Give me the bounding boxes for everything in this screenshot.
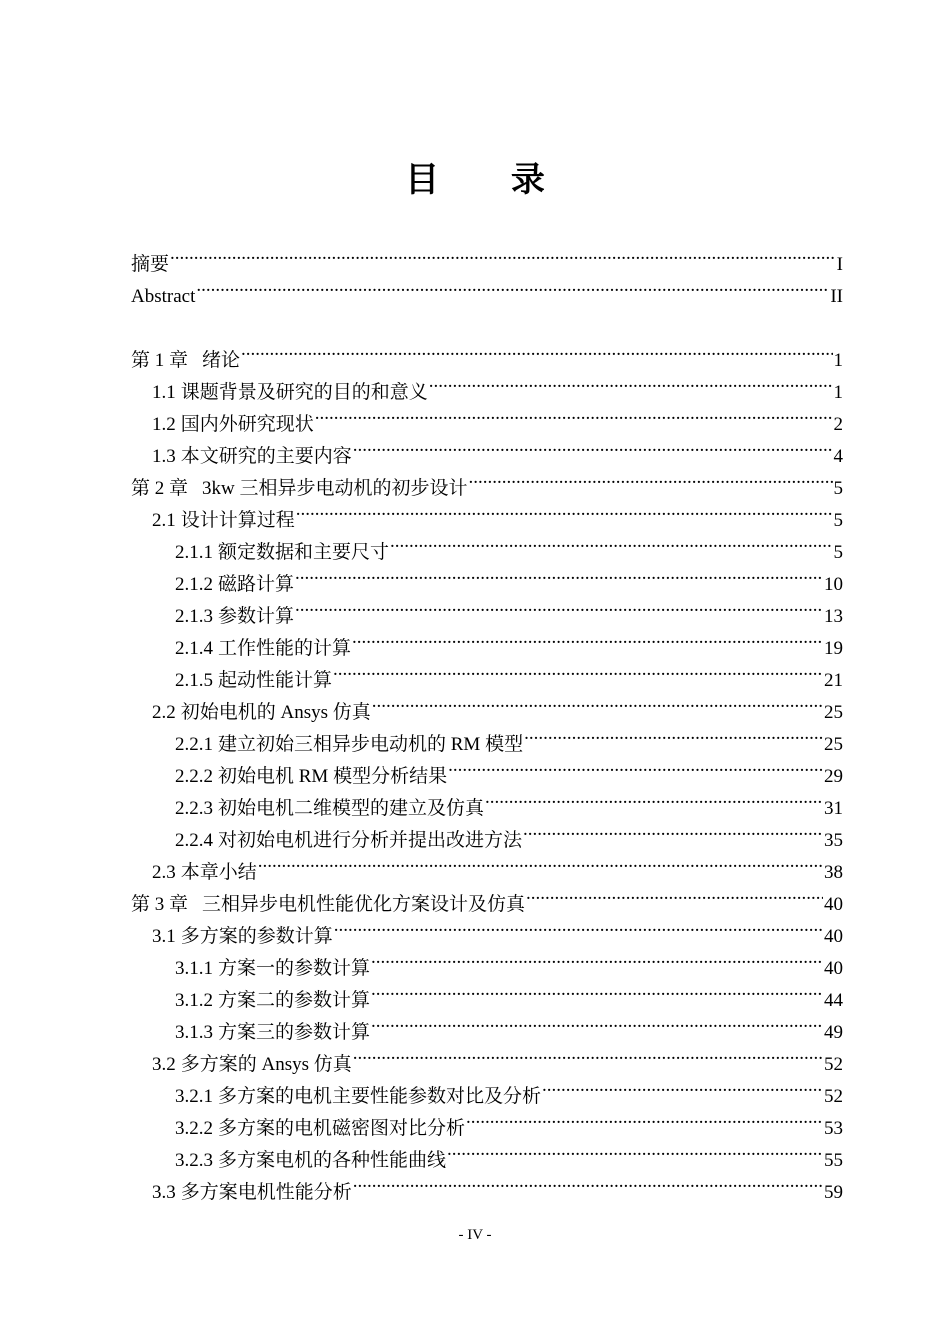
toc-entry-title: 设计计算过程 — [180, 510, 295, 531]
toc-entry-page: 25 — [824, 734, 843, 755]
toc-leader-dots — [447, 1134, 823, 1166]
toc-entry-number: 2.2.2 — [175, 766, 213, 787]
toc-entry-number: 2.1.2 — [175, 574, 213, 595]
toc-entry-title: 课题背景及研究的目的和意义 — [180, 382, 428, 403]
toc-entry[interactable] — [131, 238, 843, 275]
toc-entry-title: 多方案的参数计算 — [180, 926, 333, 947]
toc-entry-title: 工作性能的计算 — [218, 638, 352, 659]
toc-entry-page: 1 — [833, 350, 843, 371]
toc-entry-number: 2.1.1 — [175, 542, 213, 563]
toc-leader-dots — [170, 238, 836, 270]
toc-leader-dots — [542, 1070, 823, 1102]
toc-entry-number: 2.2.4 — [175, 830, 213, 851]
toc-entry-number: 3.2 — [152, 1054, 176, 1075]
toc-entry-number: 第 1 章 — [131, 350, 189, 371]
toc-leader-dots — [466, 1102, 823, 1134]
toc-entry-page: 5 — [833, 542, 843, 563]
toc-leader-dots — [390, 526, 832, 558]
toc-entry-page: 25 — [824, 702, 843, 723]
toc-entry-number: 2.2 — [152, 702, 176, 723]
toc-entry-number: 第 3 章 — [131, 894, 189, 915]
toc-leader-dots — [334, 910, 823, 942]
toc-entry-title: 摘要 — [131, 254, 170, 275]
toc-entry-page: 55 — [824, 1150, 843, 1171]
toc-entry-title: Abstract — [131, 286, 196, 307]
toc-entry-page: 59 — [824, 1182, 843, 1203]
toc-entry-page: 53 — [824, 1118, 843, 1139]
toc-entry-number: 2.1.3 — [175, 606, 213, 627]
toc-entry-title: 国内外研究现状 — [180, 414, 314, 435]
toc-entry-title: 方案二的参数计算 — [218, 990, 371, 1011]
toc-leader-dots — [371, 942, 823, 974]
toc-entry-page: 29 — [824, 766, 843, 787]
toc-entry-title: 起动性能计算 — [218, 670, 333, 691]
toc-entry-title: 初始电机 RM 模型分析结果 — [218, 766, 448, 787]
toc-leader-dots — [333, 654, 823, 686]
toc-leader-dots — [353, 1038, 823, 1070]
toc-leader-dots — [372, 686, 823, 718]
toc-entry-title: 初始电机的 Ansys 仿真 — [180, 702, 371, 723]
toc-entry-number: 2.1 — [152, 510, 176, 531]
page-title: 目 录 — [405, 160, 575, 200]
toc-leader-dots — [429, 366, 833, 398]
toc-entry-number: 3.1.1 — [175, 958, 213, 979]
toc-entry-number: 2.1.4 — [175, 638, 213, 659]
toc-entry-number: 3.2.2 — [175, 1118, 213, 1139]
toc-entry-title: 多方案的电机主要性能参数对比及分析 — [218, 1086, 542, 1107]
toc-entry-page: 4 — [833, 446, 843, 467]
toc-leader-dots — [196, 270, 829, 302]
toc-leader-dots — [448, 750, 823, 782]
toc-leader-dots — [371, 1006, 823, 1038]
toc-entry-number: 2.1.5 — [175, 670, 213, 691]
toc-entry-number: 2.2.1 — [175, 734, 213, 755]
toc-entry-title: 3kw 三相异步电动机的初步设计 — [202, 478, 468, 499]
toc-leader-dots — [296, 494, 833, 526]
toc-entry-title: 本文研究的主要内容 — [180, 446, 352, 467]
toc-entry-page: 38 — [824, 862, 843, 883]
toc-leader-dots — [315, 398, 833, 430]
toc-entry-number: 3.1.3 — [175, 1022, 213, 1043]
toc-entry-number: 3.2.3 — [175, 1150, 213, 1171]
toc-leader-dots — [523, 814, 823, 846]
toc-leader-dots — [526, 878, 823, 910]
toc-entry[interactable] — [131, 270, 843, 307]
toc-entry-title: 对初始电机进行分析并提出改进方法 — [218, 830, 523, 851]
toc-entry-title: 初始电机二维模型的建立及仿真 — [218, 798, 485, 819]
toc-leader-dots — [295, 558, 823, 590]
toc-entry-page: 40 — [824, 958, 843, 979]
toc-entry-title: 建立初始三相异步电动机的 RM 模型 — [218, 734, 524, 755]
toc-leader-dots — [524, 718, 823, 750]
toc-entry-number: 3.3 — [152, 1182, 176, 1203]
toc-entry-page: 19 — [824, 638, 843, 659]
toc-entry-page: 10 — [824, 574, 843, 595]
toc-entry-title: 方案三的参数计算 — [218, 1022, 371, 1043]
toc-entry-page: II — [830, 286, 843, 307]
toc-entry-number: 3.2.1 — [175, 1086, 213, 1107]
toc-leader-dots — [352, 622, 823, 654]
toc-entry-page: 1 — [833, 382, 843, 403]
toc-entry-page: 31 — [824, 798, 843, 819]
toc-entry-page: 35 — [824, 830, 843, 851]
toc-leader-dots — [371, 974, 823, 1006]
toc-leader-dots — [295, 590, 823, 622]
toc-entry-page: 13 — [824, 606, 843, 627]
toc-entry-number: 3.1.2 — [175, 990, 213, 1011]
toc-entry-page: 52 — [824, 1086, 843, 1107]
toc-entry-title: 本章小结 — [180, 862, 257, 883]
page-number: - IV - — [458, 1227, 492, 1243]
toc-leader-dots — [258, 846, 823, 878]
toc-entry-page: 5 — [833, 478, 843, 499]
toc-entry-number: 1.3 — [152, 446, 176, 467]
toc-entry-number: 2.3 — [152, 862, 176, 883]
toc-entry-title: 参数计算 — [218, 606, 295, 627]
toc-entry-number: 1.1 — [152, 382, 176, 403]
toc-leader-dots — [469, 462, 833, 494]
toc-entry-title: 多方案的 Ansys 仿真 — [180, 1054, 352, 1075]
toc-entry-title: 绪论 — [202, 350, 241, 371]
toc-entry-page: 5 — [833, 510, 843, 531]
toc-leader-dots — [241, 334, 832, 366]
toc-entry-number: 2.2.3 — [175, 798, 213, 819]
toc-leader-dots — [353, 1166, 823, 1198]
toc-entry-title: 额定数据和主要尺寸 — [218, 542, 390, 563]
toc-entry-page: 49 — [824, 1022, 843, 1043]
toc-leader-dots — [485, 782, 823, 814]
toc-entry-title: 多方案的电机磁密图对比分析 — [218, 1118, 466, 1139]
toc-entry-page: 2 — [833, 414, 843, 435]
toc-entry-title: 磁路计算 — [218, 574, 295, 595]
toc-entry-title: 多方案电机性能分析 — [180, 1182, 352, 1203]
toc-entry-page: 40 — [824, 926, 843, 947]
toc-entry-page: 52 — [824, 1054, 843, 1075]
toc-entry-page: 21 — [824, 670, 843, 691]
toc-entry-number: 1.2 — [152, 414, 176, 435]
toc-entry-page: 40 — [824, 894, 843, 915]
toc-entry[interactable] — [131, 334, 843, 371]
toc-leader-dots — [353, 430, 833, 462]
toc-entry-title: 多方案电机的各种性能曲线 — [218, 1150, 447, 1171]
toc-entry-title: 三相异步电机性能优化方案设计及仿真 — [202, 894, 526, 915]
table-of-contents — [131, 238, 843, 1203]
toc-entry-title: 方案一的参数计算 — [218, 958, 371, 979]
toc-entry-number: 3.1 — [152, 926, 176, 947]
toc-entry-page: I — [836, 254, 843, 275]
toc-entry-page: 44 — [824, 990, 843, 1011]
toc-entry-number: 第 2 章 — [131, 478, 189, 499]
